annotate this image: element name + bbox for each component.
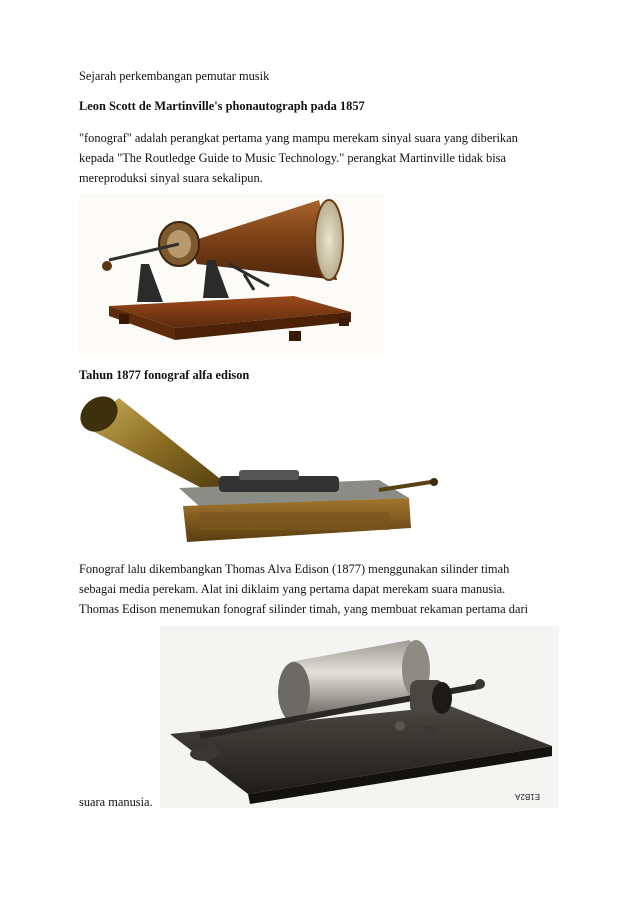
para1-line-1: "fonograf" adalah perangkat pertama yang mampu merekam sinyal suara yang diberikan (79, 131, 518, 145)
para1-line-3: mereproduksi sinyal suara sekalipun. (79, 171, 263, 185)
para2-line-4: suara manusia. (79, 795, 153, 809)
para2-line-3: Thomas Edison menemukan fonograf silinder timah, yang membuat rekaman pertama dari (79, 602, 529, 616)
section1-title: Leon Scott de Martinville's phonautograph pada 1857 (79, 99, 365, 113)
photo-stamp: E1B2A (515, 792, 540, 801)
para1-line-2: kepada "The Routledge Guide to Music Technology." perangkat Martinville tidak bisa (79, 151, 506, 165)
phonautograph-photo (79, 194, 384, 356)
para2-line-1: Fonograf lalu dikembangkan Thomas Alva Edison (1877) menggunakan silinder timah (79, 562, 510, 576)
edison-phonograph-photo (79, 396, 451, 550)
page-heading: Sejarah perkembangan pemutar musik (79, 69, 270, 83)
para2-line-2: sebagai media perekam. Alat ini diklaim yang pertama dapat merekam suara manusia. (79, 582, 506, 596)
section2-title: Tahun 1877 fonograf alfa edison (79, 368, 250, 382)
tinfoil-phonograph-photo (160, 626, 559, 808)
